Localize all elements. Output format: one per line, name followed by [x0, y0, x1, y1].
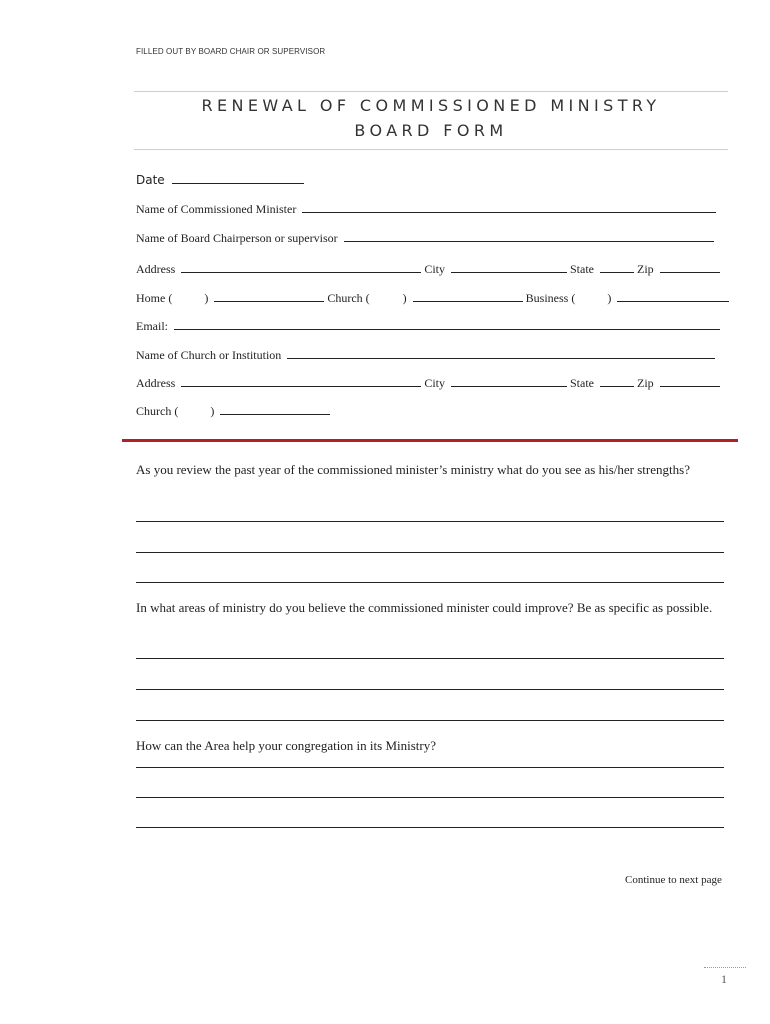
- minister-label: Name of Commissioned Minister: [136, 202, 297, 216]
- answer-line[interactable]: [136, 521, 724, 522]
- date-row: [136, 171, 304, 189]
- chair-field[interactable]: [344, 230, 714, 242]
- business-phone-label: Business (: [525, 291, 576, 305]
- minister-row: [136, 201, 716, 217]
- question-strengths: As you review the past year of the commissioned minister’s ministry what do you see as his/her strengths?: [136, 462, 690, 477]
- church-name-field[interactable]: [287, 347, 715, 359]
- date-field[interactable]: [172, 172, 304, 184]
- address-row-1: [136, 261, 720, 277]
- section-divider: [122, 439, 738, 442]
- church-phone-close: ): [402, 291, 407, 305]
- answer-line[interactable]: [136, 767, 724, 768]
- header-note: FILLED OUT BY BOARD CHAIR OR SUPERVISOR: [136, 47, 326, 56]
- state2-field[interactable]: [600, 375, 634, 387]
- answer-line[interactable]: [136, 689, 724, 690]
- title-top-rule: [134, 91, 728, 92]
- church-name-row: [136, 347, 715, 363]
- answer-line[interactable]: [136, 658, 724, 659]
- chair-label: Name of Board Chairperson or supervisor: [136, 231, 338, 245]
- chair-row: [136, 230, 714, 246]
- answer-line[interactable]: [136, 797, 724, 798]
- zip2-field[interactable]: [660, 375, 720, 387]
- church2-phone-label: Church (: [136, 404, 179, 418]
- zip-field[interactable]: [660, 261, 720, 273]
- church2-phone-field[interactable]: [220, 403, 330, 415]
- question-improve: In what areas of ministry do you believe the commissioned minister could improve? Be as specific as possible.: [136, 600, 713, 615]
- email-label: Email:: [136, 319, 168, 333]
- city-field[interactable]: [451, 261, 567, 273]
- business-phone-close: ): [607, 291, 612, 305]
- zip-label: Zip: [637, 262, 654, 276]
- church-phone-field[interactable]: [413, 290, 523, 302]
- address-label: Address: [136, 262, 176, 276]
- continue-note: Continue to next page: [625, 874, 722, 886]
- answer-line[interactable]: [136, 582, 724, 583]
- date-label: Date: [136, 173, 165, 187]
- phone-row: [136, 290, 729, 306]
- answer-line[interactable]: [136, 720, 724, 721]
- email-field[interactable]: [174, 318, 720, 330]
- email-row: [136, 318, 720, 334]
- zip2-label: Zip: [637, 376, 654, 390]
- home-phone-close: ): [204, 291, 209, 305]
- page-number-rule: [704, 967, 746, 968]
- state2-label: State: [570, 376, 594, 390]
- city2-field[interactable]: [451, 375, 567, 387]
- church-phone-label: Church (: [327, 291, 370, 305]
- address-row-2: [136, 375, 720, 391]
- home-phone-label: Home (: [136, 291, 173, 305]
- form-title-line1: RENEWAL OF COMMISSIONED MINISTRY: [201, 96, 661, 115]
- minister-field[interactable]: [302, 201, 716, 213]
- answer-line[interactable]: [136, 552, 724, 553]
- answer-line[interactable]: [136, 827, 724, 828]
- question-area-help: How can the Area help your congregation in its Ministry?: [136, 738, 437, 753]
- address2-label: Address: [136, 376, 176, 390]
- title-bottom-rule: [134, 149, 728, 150]
- form-title-line2: BOARD FORM: [354, 121, 508, 140]
- city-label: City: [424, 262, 445, 276]
- home-phone-field[interactable]: [214, 290, 324, 302]
- church-phone-row-2: [136, 403, 330, 419]
- address2-field[interactable]: [181, 375, 421, 387]
- church-name-label: Name of Church or Institution: [136, 348, 282, 362]
- business-phone-field[interactable]: [617, 290, 729, 302]
- church2-phone-close: ): [210, 404, 215, 418]
- page-number: 1: [721, 972, 727, 986]
- state-label: State: [570, 262, 594, 276]
- city2-label: City: [424, 376, 445, 390]
- address-field[interactable]: [181, 261, 421, 273]
- state-field[interactable]: [600, 261, 634, 273]
